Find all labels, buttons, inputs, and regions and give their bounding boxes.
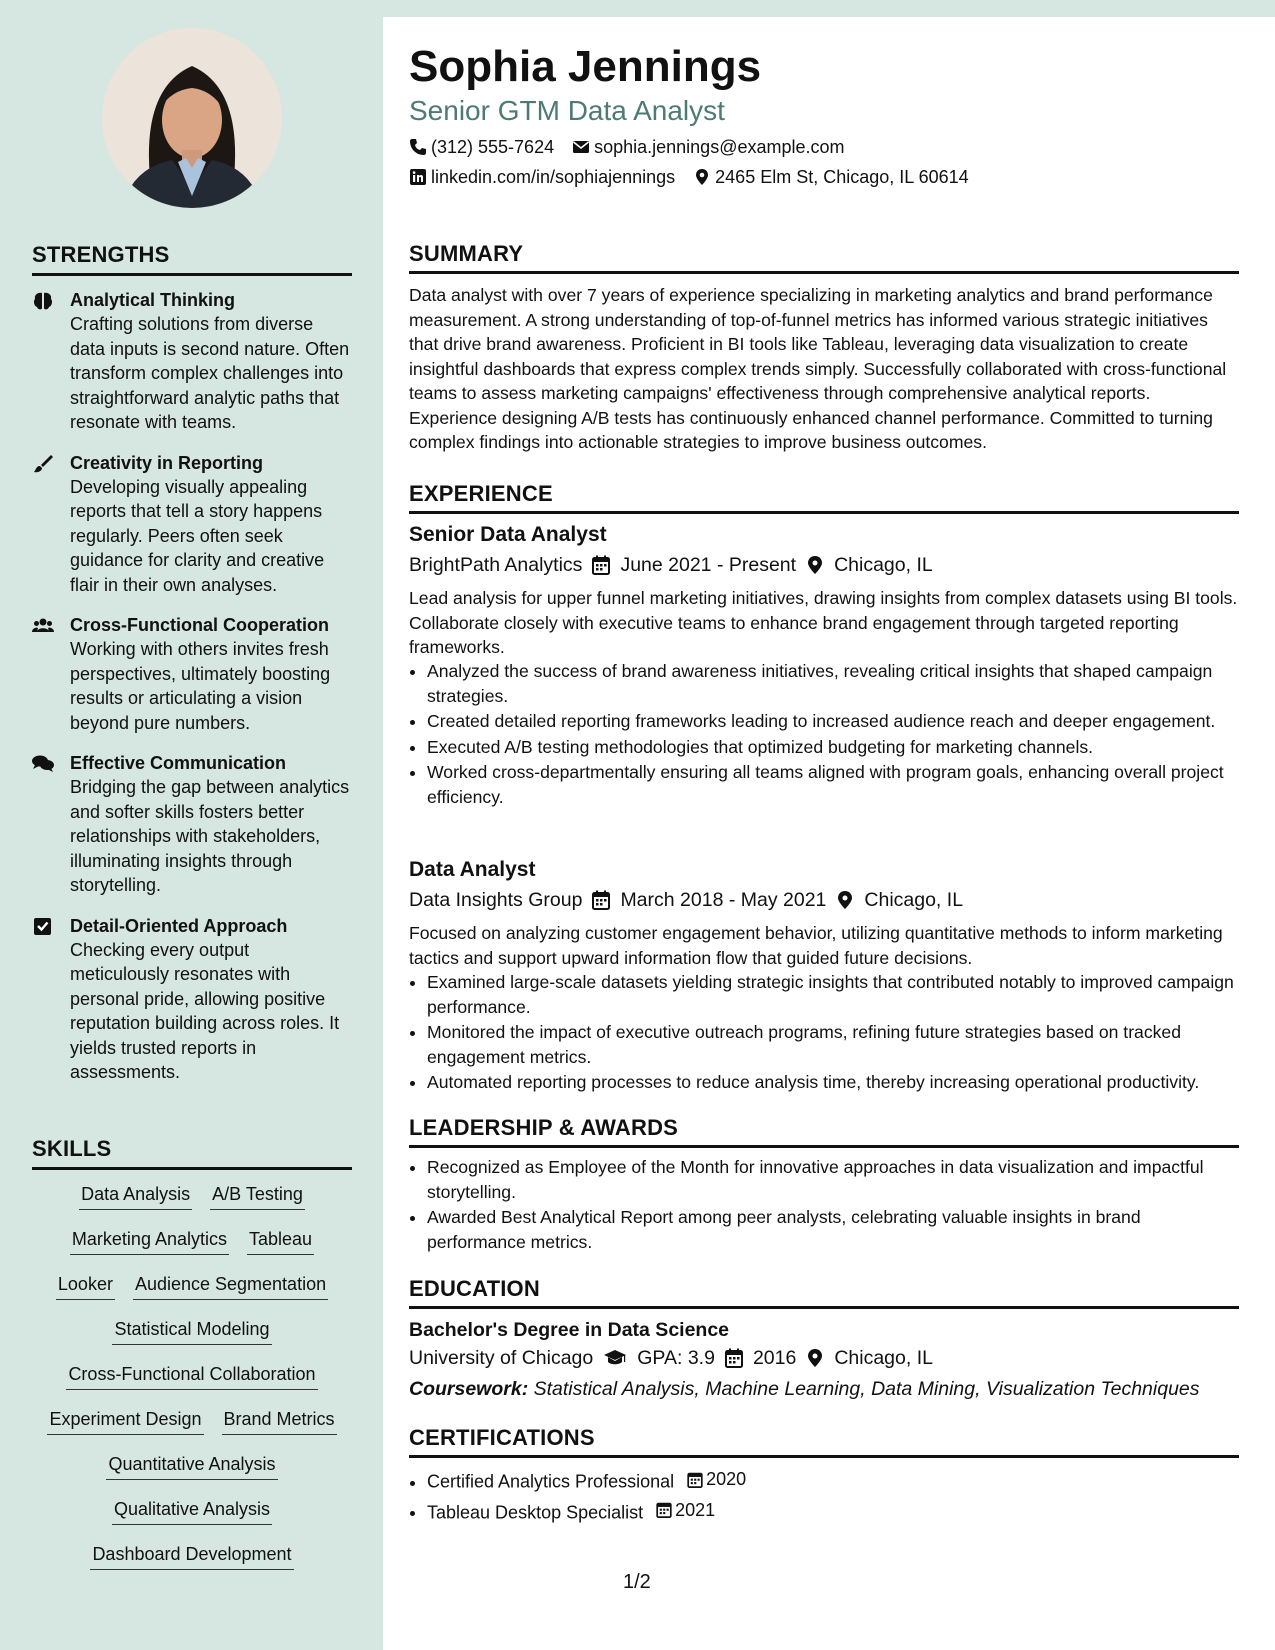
comments-icon xyxy=(32,751,70,898)
skills-title: SKILLS xyxy=(32,1136,352,1170)
address-text: 2465 Elm St, Chicago, IL 60614 xyxy=(715,167,969,187)
job-location: Chicago, IL xyxy=(834,554,933,576)
strength-item xyxy=(32,288,352,435)
job-bullets xyxy=(409,659,1239,810)
cert-name: Tableau Desktop Specialist xyxy=(427,1502,644,1522)
brain-icon xyxy=(32,288,70,435)
job-meta xyxy=(409,551,933,579)
users-icon xyxy=(32,613,70,735)
certifications-list xyxy=(409,1465,746,1526)
sidebar xyxy=(0,0,383,1650)
job-title: Senior Data Analyst xyxy=(409,523,607,546)
graduation-year: 2016 xyxy=(752,1347,797,1369)
skill-tag: Cross-Functional Collaboration xyxy=(66,1362,317,1390)
strength-title: Detail-Oriented Approach xyxy=(70,915,288,936)
strengths-list xyxy=(32,288,352,1101)
cert-year: 2021 xyxy=(675,1499,716,1520)
linkedin-item[interactable] xyxy=(409,165,675,189)
skills-list xyxy=(32,1182,352,1587)
coursework xyxy=(409,1375,1200,1403)
job-title: Data Analyst xyxy=(409,858,536,881)
strength-title: Creativity in Reporting xyxy=(70,452,264,473)
cert-year: 2020 xyxy=(706,1469,747,1489)
email-item[interactable] xyxy=(572,135,844,159)
education-meta xyxy=(409,1344,933,1372)
brush-icon xyxy=(32,451,70,598)
address-item xyxy=(693,165,969,189)
education-title: EDUCATION xyxy=(409,1276,1239,1309)
contact-row-2 xyxy=(409,165,969,189)
phone-item xyxy=(409,135,554,159)
job-dates: March 2018 - May 2021 xyxy=(620,889,827,911)
job-location: Chicago, IL xyxy=(864,889,964,911)
gpa-text: GPA: 3.9 xyxy=(637,1347,715,1369)
bullet-item: • Examined large-scale datasets yielding strategic insights that contributed notably to improved campaign performance. xyxy=(427,970,1239,1019)
job-dates: June 2021 - Present xyxy=(620,554,797,576)
checkbox-icon xyxy=(32,914,70,1085)
coursework-label: Coursework: xyxy=(409,1378,529,1400)
skill-tag: Statistical Modeling xyxy=(112,1317,271,1345)
bullet-item: • Awarded Best Analytical Report among peer analysts, celebrating valuable insights in brand performance metrics. xyxy=(427,1205,1239,1254)
company-name: BrightPath Analytics xyxy=(409,554,583,576)
strength-title: Cross-Functional Cooperation xyxy=(70,615,330,635)
skill-tag: Experiment Design xyxy=(47,1407,203,1435)
map-pin-icon xyxy=(806,555,824,575)
bullet-item: • Recognized as Employee of the Month for innovative approaches in data visualization and impactful storytelling. xyxy=(427,1155,1239,1204)
bullet-item: • Worked cross-departmentally ensuring all teams aligned with program goals, enhancing overall project efficiency. xyxy=(427,760,1239,809)
strength-item xyxy=(32,613,352,735)
strength-item xyxy=(32,914,352,1085)
strength-title: Effective Communication xyxy=(70,753,287,773)
cert-item xyxy=(427,1496,746,1527)
calendar-icon xyxy=(687,1471,703,1488)
main-content xyxy=(383,17,1275,1650)
candidate-role: Senior GTM Data Analyst xyxy=(409,95,725,126)
job-bullets xyxy=(409,970,1239,1096)
page-number: 1/2 xyxy=(623,1571,651,1593)
skill-tag: Marketing Analytics xyxy=(70,1227,229,1255)
strength-desc: Checking every output meticulously resonates with personal pride, allowing positive reputation building across roles. It yields trusted reports in assessments. xyxy=(70,939,340,1082)
phone-text: (312) 555-7624 xyxy=(431,137,555,157)
email-link[interactable]: sophia.jennings@example.com xyxy=(594,137,845,157)
strength-item xyxy=(32,751,352,898)
calendar-icon xyxy=(725,1348,743,1368)
bullet-item: • Automated reporting processes to reduce analysis time, thereby increasing operational productivity. xyxy=(427,1070,1239,1095)
map-pin-icon xyxy=(836,890,854,910)
linkedin-icon xyxy=(409,168,427,186)
candidate-name: Sophia Jennings xyxy=(409,42,762,91)
coursework-text: Statistical Analysis, Machine Learning, Data Mining, Visualization Techniques xyxy=(533,1378,1200,1400)
skill-tag: Qualitative Analysis xyxy=(112,1497,272,1525)
map-pin-icon xyxy=(693,168,711,186)
calendar-icon xyxy=(592,890,610,910)
map-pin-icon xyxy=(806,1348,824,1368)
education-location: Chicago, IL xyxy=(834,1347,933,1369)
experience-title: EXPERIENCE xyxy=(409,481,1239,514)
school-name: University of Chicago xyxy=(409,1347,594,1369)
skill-tag: Audience Segmentation xyxy=(133,1272,328,1300)
strength-title: Analytical Thinking xyxy=(70,290,236,310)
calendar-icon xyxy=(656,1501,672,1518)
bullet-item: • Created detailed reporting frameworks leading to increased audience reach and deeper engagement. xyxy=(427,709,1239,734)
job-meta xyxy=(409,886,963,914)
phone-icon xyxy=(409,138,427,156)
leadership-list xyxy=(409,1155,1239,1255)
job-description: Lead analysis for upper funnel marketing initiatives, drawing insights from complex datasets using BI tools. Collaborate closely with executive teams to enhance brand engagement through targeted reporting frameworks. xyxy=(409,588,1238,657)
leadership-title: LEADERSHIP & AWARDS xyxy=(409,1115,1239,1148)
bullet-item: • Monitored the impact of executive outreach programs, refining future strategies based on tracked engagement metrics. xyxy=(427,1020,1239,1069)
cert-item xyxy=(427,1465,746,1496)
envelope-icon xyxy=(572,138,590,156)
certifications-title: CERTIFICATIONS xyxy=(409,1425,1239,1458)
skill-tag: Brand Metrics xyxy=(222,1407,337,1435)
job-description: Focused on analyzing customer engagement behavior, utilizing quantitative methods to inform marketing tactics and support upward information flow that guided future decisions. xyxy=(409,923,1223,968)
strength-desc: Developing visually appealing reports that tell a story happens regularly. Peers often seek guidance for clarity and creative flair in their own analyses. xyxy=(70,476,325,595)
skill-tag: Quantitative Analysis xyxy=(106,1452,277,1480)
profile-photo xyxy=(102,28,282,208)
strengths-title: STRENGTHS xyxy=(32,242,352,276)
graduation-cap-icon xyxy=(603,1348,627,1368)
skill-tag: Dashboard Development xyxy=(90,1542,293,1570)
cert-name: Certified Analytics Professional xyxy=(427,1471,675,1492)
summary-text: Data analyst with over 7 years of experience specializing in marketing analytics and brand performance measurement. A strong understanding of top-of-funnel metrics has informed various strategic initiatives that drive brand awareness. Proficient in BI tools like Tableau, leveraging data visualization to create insightful dashboards that express complex trends simply. Successfully collaborated with cross-functional teams to assess marketing campaigns' effectiveness through comprehensive analytical reports. Experience designing A/B tests has continuously enhanced channel performance. Committed to turning complex findings into actionable strategies to improve business outcomes. xyxy=(409,285,1227,452)
contact-row xyxy=(409,135,845,159)
bullet-item: • Executed A/B testing methodologies that optimized budgeting for marketing channels. xyxy=(427,735,1239,760)
skill-tag: Looker xyxy=(56,1272,115,1300)
calendar-icon xyxy=(592,555,610,575)
strength-desc: Crafting solutions from diverse data inputs is second nature. Often transform complex challenges into straightforward analytic paths that resonate with teams. xyxy=(70,314,350,432)
company-name: Data Insights Group xyxy=(409,889,583,911)
summary-title: SUMMARY xyxy=(409,241,1239,274)
skill-tag: A/B Testing xyxy=(210,1182,305,1210)
linkedin-link[interactable]: linkedin.com/in/sophiajennings xyxy=(431,167,676,187)
strength-desc: Bridging the gap between analytics and softer skills fosters better relationships with stakeholders, illuminating insights through storytelling. xyxy=(70,777,350,895)
strength-item xyxy=(32,451,352,598)
skill-tag: Data Analysis xyxy=(79,1182,192,1210)
bullet-item: • Analyzed the success of brand awareness initiatives, revealing critical insights that shaped campaign strategies. xyxy=(427,659,1239,708)
degree-title: Bachelor's Degree in Data Science xyxy=(409,1319,730,1341)
strength-desc: Working with others invites fresh perspectives, ultimately boosting results or articulating a vision beyond pure numbers. xyxy=(70,639,331,733)
skill-tag: Tableau xyxy=(247,1227,314,1255)
